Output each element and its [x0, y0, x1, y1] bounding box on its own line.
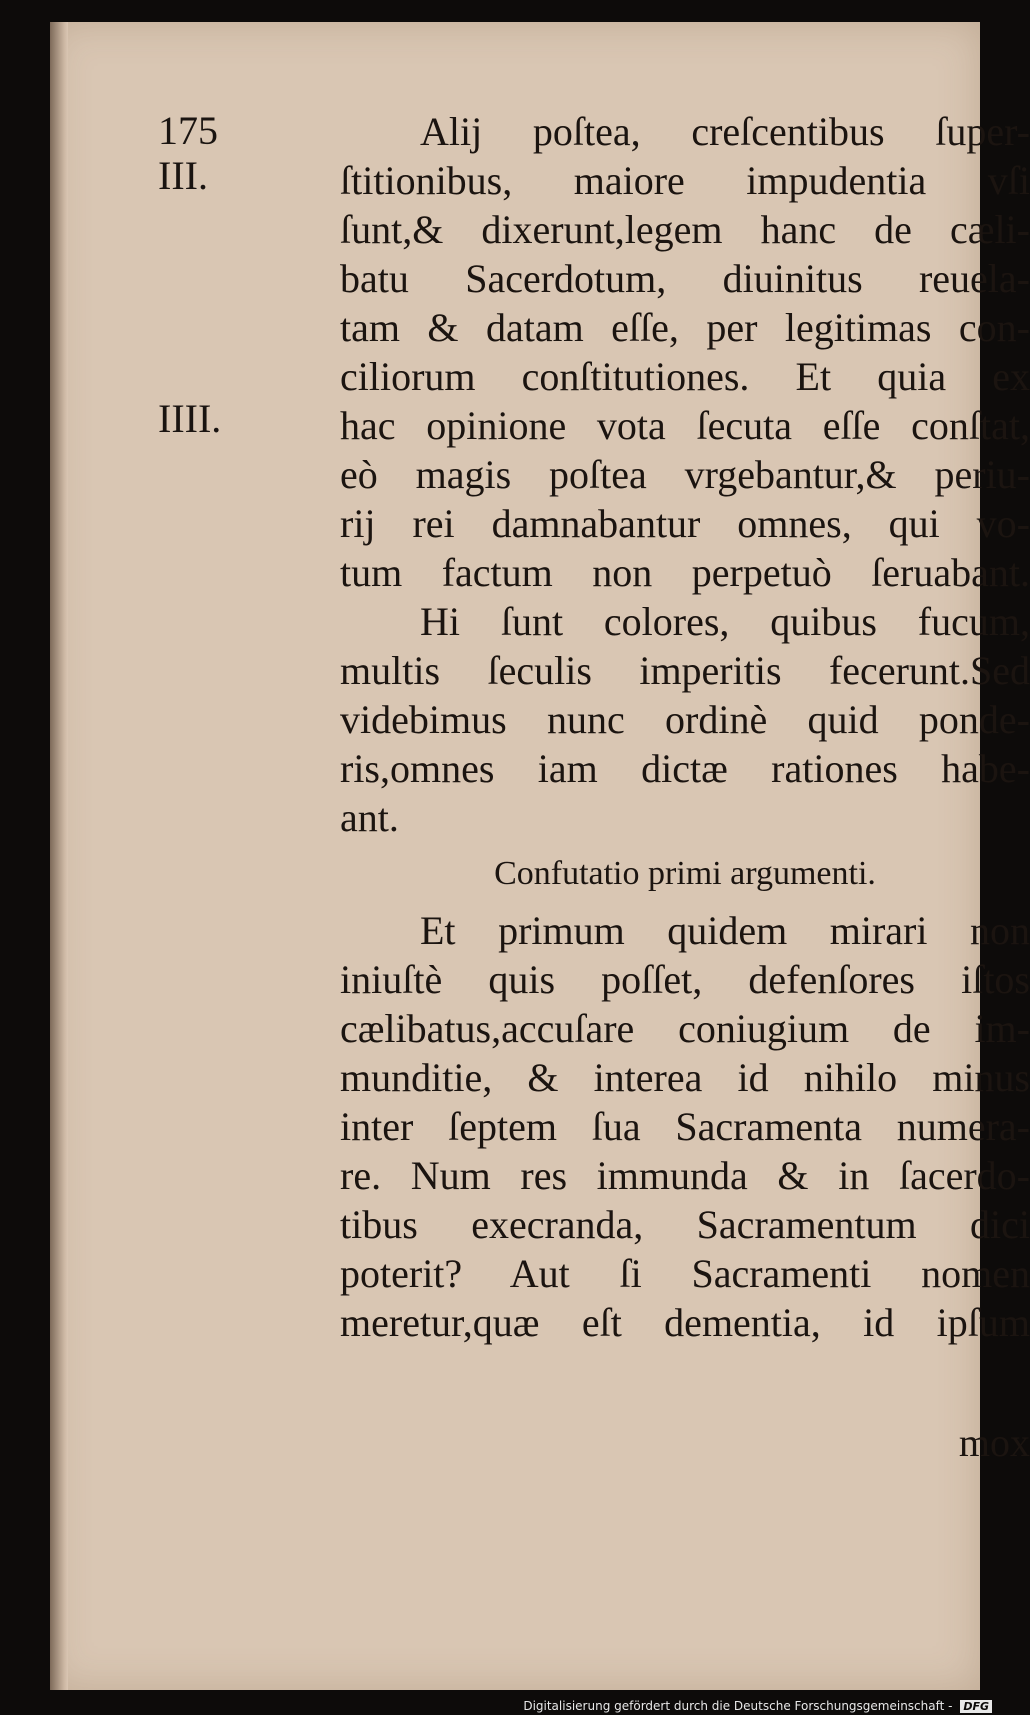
text-line: Alij poſtea, creſcentibus ſuper- — [420, 109, 1030, 154]
text-line: Hi ſunt colores, quibus fucum, — [420, 599, 1030, 644]
text-line: Et primum quidem mirari non — [420, 908, 1030, 953]
text-line: ant. — [340, 795, 399, 840]
text-line: tibus execranda, Sacramentum dici — [340, 1202, 1030, 1247]
margin-marker-4: IIII. — [158, 396, 222, 441]
section-heading: Confutatio primi argumenti. — [494, 855, 876, 892]
text-line: cælibatus,accuſare coniugium de im- — [340, 1006, 1030, 1051]
text-line: hac opinione vota ſecuta eſſe conſtat, — [340, 403, 1030, 448]
text-line: rij rei damnabantur omnes, qui vo- — [340, 501, 1030, 546]
page-spine-shadow — [50, 22, 68, 1690]
text-line: re. Num res immunda & in ſacerdo- — [340, 1153, 1030, 1198]
text-line: munditie, & interea id nihilo minus — [340, 1055, 1030, 1100]
book-page — [50, 22, 1030, 1690]
text-line: ſtitionibus, maiore impudentia vſi — [340, 158, 1030, 203]
text-block — [340, 107, 1030, 1347]
text-line: inter ſeptem ſua Sacramenta numera- — [340, 1104, 1030, 1149]
text-line: poterit? Aut ſi Sacramenti nomen — [340, 1251, 1030, 1296]
text-line: ris,omnes iam dictæ rationes habe- — [340, 746, 1030, 791]
text-line: videbimus nunc ordinè quid ponde- — [340, 697, 1030, 742]
text-line: eò magis poſtea vrgebantur,& periu- — [340, 452, 1030, 497]
text-line: meretur,quæ eſt dementia, id ipſum — [340, 1300, 1030, 1345]
text-line: iniuſtè quis poſſet, defenſores iſtos — [340, 957, 1030, 1002]
margin-marker-3: III. — [158, 153, 208, 198]
text-line: ſunt,& dixerunt,legem hanc de cæli- — [340, 207, 1030, 252]
text-line: tum factum non perpetuò ſeruabant. — [340, 550, 1030, 595]
text-line: batu Sacerdotum, diuinitus reuela- — [340, 256, 1030, 301]
catchword: mox — [958, 1420, 1030, 1465]
text-line: multis ſeculis imperitis fecerunt.Sed — [340, 648, 1030, 693]
text-line: ciliorum conſtitutiones. Et quia ex — [340, 354, 1030, 399]
dfg-logo: DFG — [960, 1700, 992, 1713]
text-line: tam & datam eſſe, per legitimas con- — [340, 305, 1030, 350]
credit-text: Digitalisierung gefördert durch die Deutsche Forschungsgemeinschaft - — [523, 1699, 953, 1713]
digitization-credit — [523, 1699, 992, 1713]
page-number: 175 — [158, 108, 218, 153]
